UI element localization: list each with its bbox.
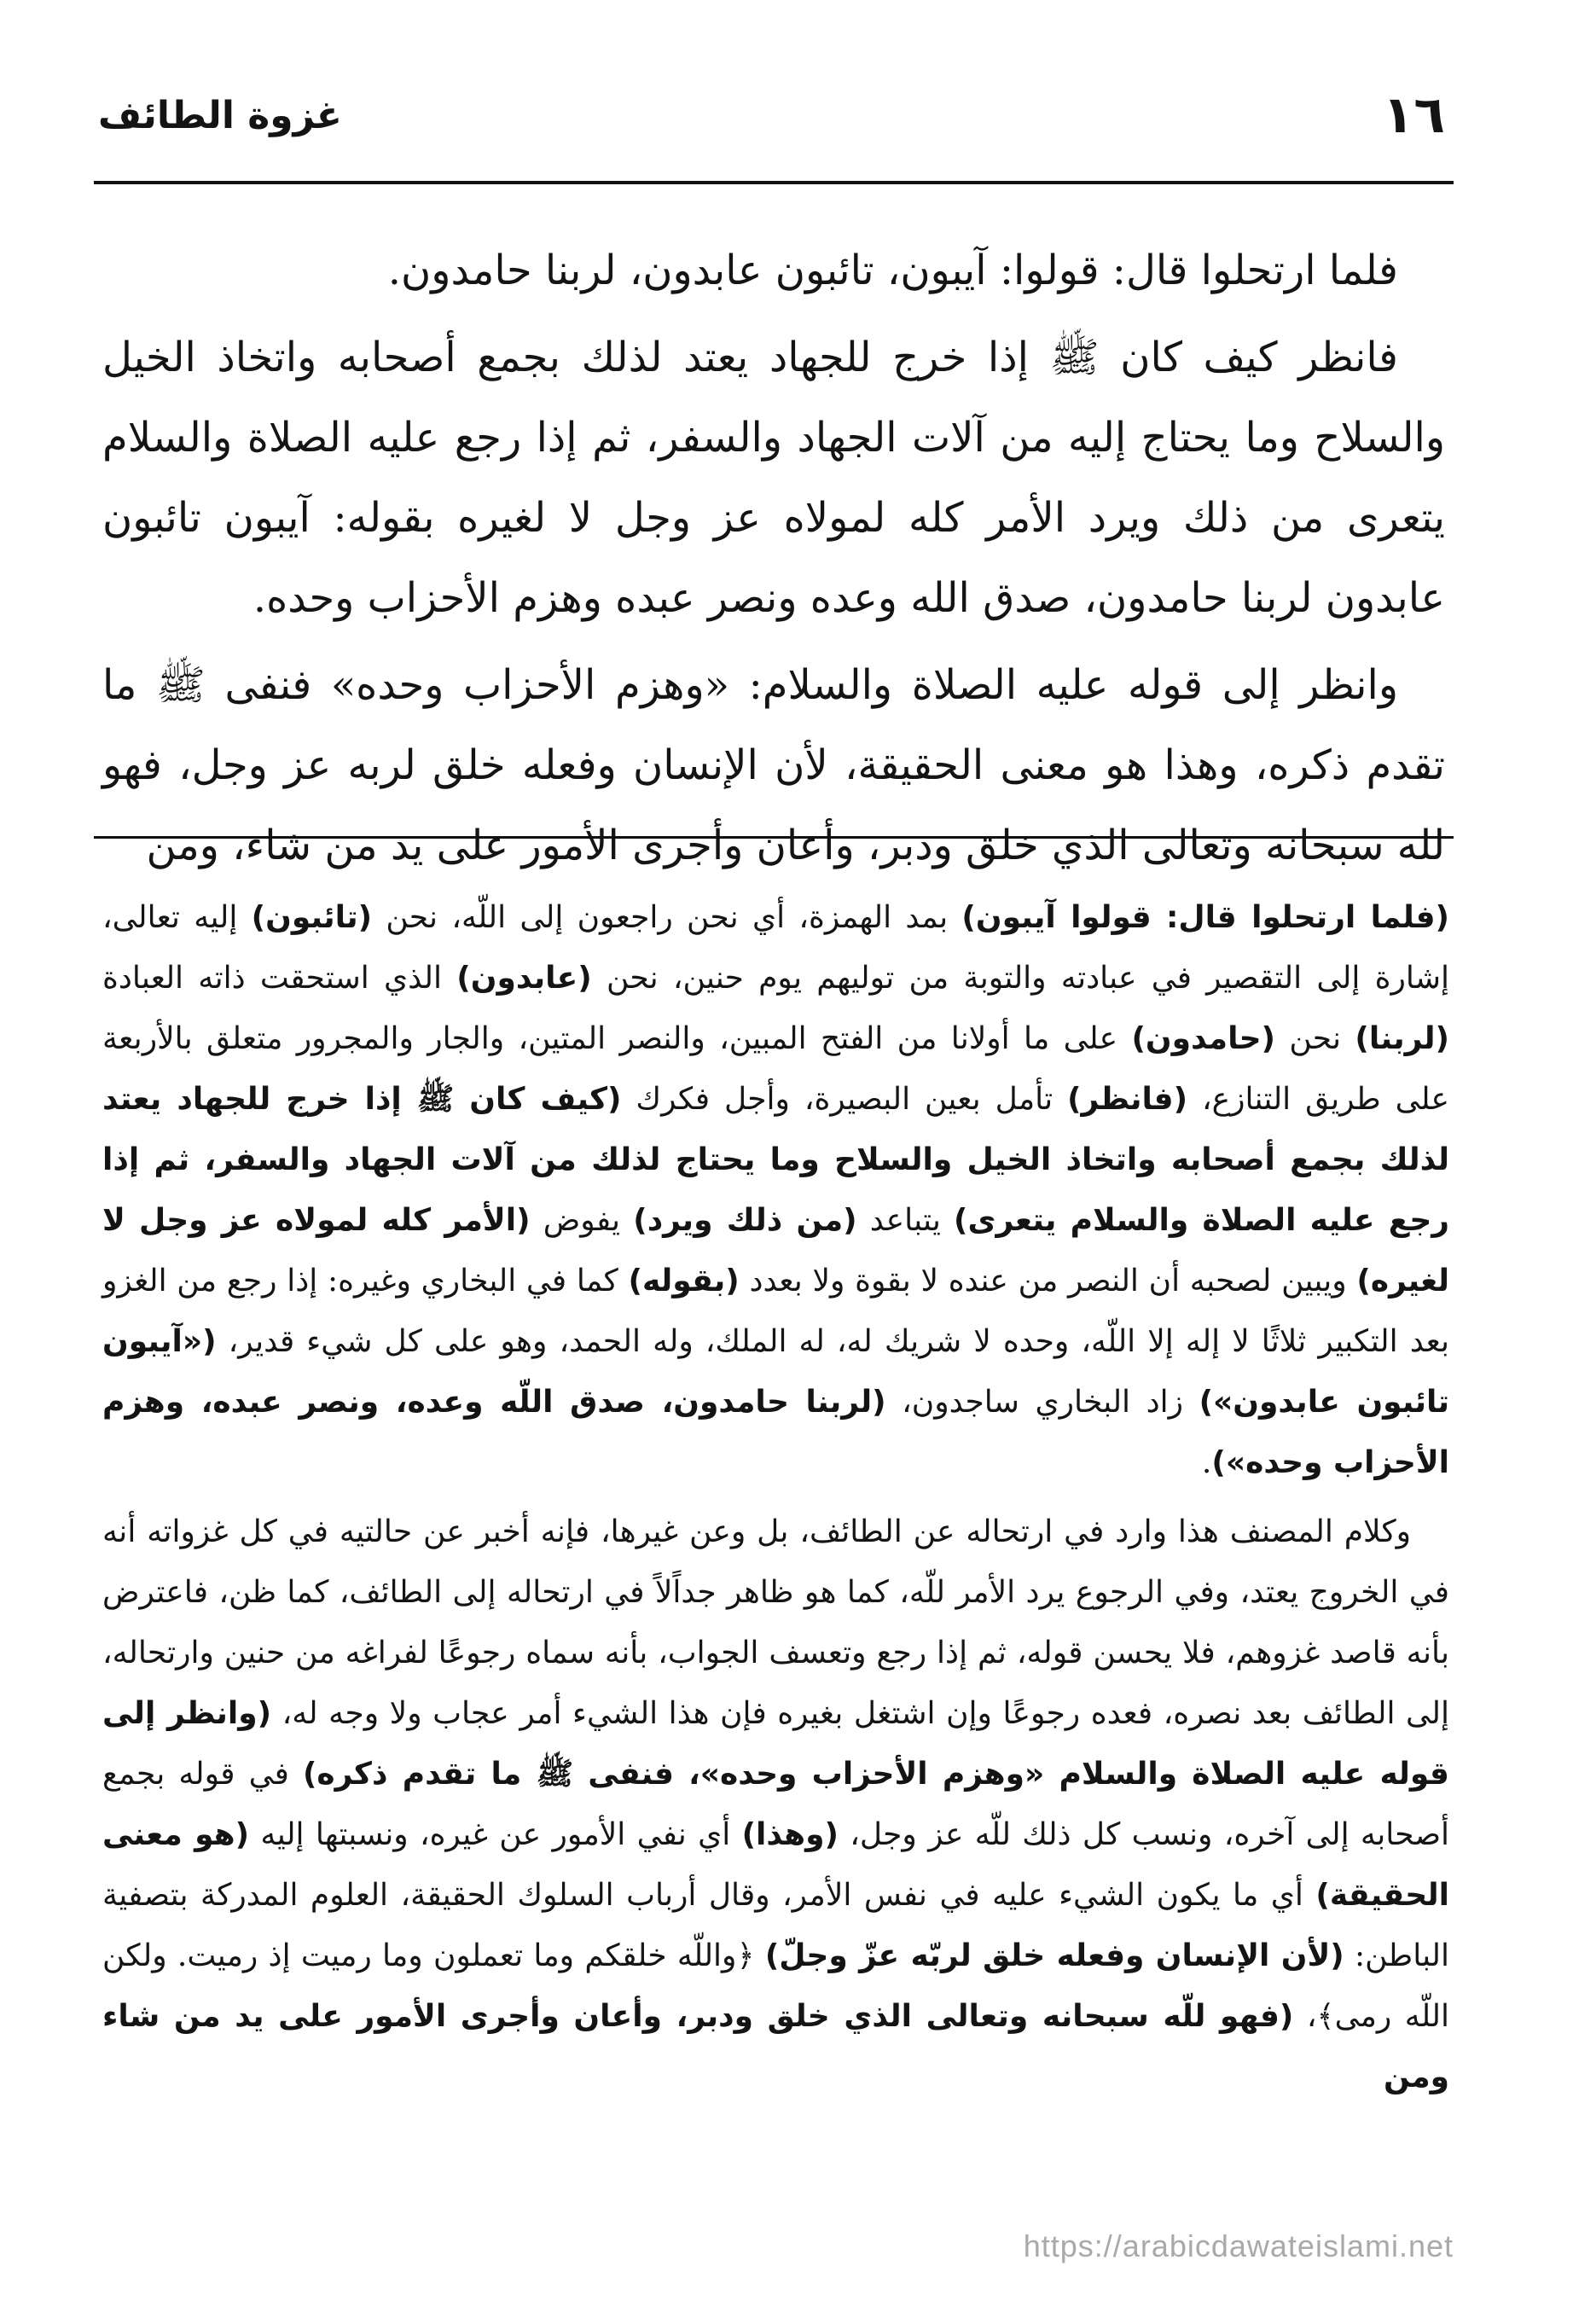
bold-quote-run: (وانظر إلى قوله عليه الصلاة والسلام «وهزم الأحزاب وحده»، فنفى ﷺ ما تقدم ذكره) [102, 1696, 1449, 1792]
text-run: الذي استحقت ذاته العبادة [102, 961, 457, 996]
main-paragraph-1: فلما ارتحلوا قال: قولوا: آيبون، تائبون عابدون، لربنا حامدون. [387, 247, 1398, 294]
bold-quote-run: (فهو للّه سبحانه وتعالى الذي خلق ودبر، وأعان وأجرى الأمور على يد من شاء ومن [102, 1999, 1449, 2095]
running-header [98, 81, 1445, 149]
commentary-paragraph-1 [102, 887, 1449, 1493]
bold-quote-run: (كيف كان ﷺ إذا خرج للجهاد يعتد لذلك بجمع أصحابه واتخاذ الخيل والسلاح وما يحتاج لذلك من آلات الجهاد والسفر، ثم إذا رجع عليه الصلاة والسلام يتعرى) [102, 1082, 1449, 1238]
text-run: وكلام المصنف هذا وارد في ارتحاله عن الطائف، بل وعن غيرها، فإنه أخبر عن حالتيه في كل غزواته أنه في الخروج يعتد، وفي الرجوع يرد الأمر للّه، كما هو ظاهر جداًلاً في ارتحاله إلى الطائف، كما ظن، فاعترض بأنه قاصد غزوهم، فلا يحسن قوله، ثم إذا رجع وتعسف الجواب، بأنه سماه رجوعًا لفراغه من حنين وارتحاله، إلى الطائف بعد نصره، فعده رجوعًا وإن اشتغل بغيره فإن هذا الشيء أمر عجاب ولا وجه له، [102, 1514, 1449, 1731]
text-run: زاد البخاري ساجدون، [885, 1385, 1199, 1420]
text-run: يفوض [530, 1203, 634, 1238]
bold-quote-run: (تائبون) [251, 900, 373, 935]
bold-quote-run: («آيبون تائبون عابدون») [102, 1324, 1449, 1420]
text-run: أي نفي الأمور عن غيره، ونسبتها إليه [249, 1817, 742, 1852]
text-run: بمد الهمزة، أي نحن راجعون إلى اللّه، نحن [372, 900, 962, 935]
bold-quote-run: (هو معنى الحقيقة) [102, 1817, 1449, 1913]
text-run: أي ما يكون الشيء عليه في نفس الأمر، وقال أرباب السلوك الحقيقة، العلوم المدركة بتصفية الباطن: [102, 1878, 1449, 1973]
text-run: نحن [1275, 1021, 1355, 1056]
header-divider [94, 181, 1454, 184]
watermark-url: https://arabicdawateislami.net [1023, 2228, 1454, 2263]
text-run: في قوله بجمع أصحابه إلى آخره، ونسب كل ذلك للّه عز وجل، [102, 1757, 1450, 1852]
bold-quote-run: (بقوله) [628, 1264, 740, 1299]
section-divider [94, 836, 1454, 839]
bold-quote-run: (لربنا) [1355, 1021, 1449, 1056]
text-run: على ما أولانا من الفتح المبين، والنصر المتين، والجار والمجرور متعلق بالأربعة على طريق التنازع، [102, 1021, 1450, 1117]
bold-quote-run: (عابدون) [456, 961, 592, 996]
page-number: ١٦ [1382, 85, 1445, 145]
main-paragraph-3: وانظر إلى قوله عليه الصلاة والسلام: «وهزم الأحزاب وحده» فنفى ﷺ ما تقدم ذكره، وهذا هو معنى الحقيقة، لأن الإنسان وفعله خلق لربه عز وجل، فهو لله سبحانه وتعالى الذي خلق ودبر، وأعان وأجرى الأمور على يد من شاء، ومن [102, 661, 1446, 869]
bold-quote-run: (لأن الإنسان وفعله خلق لربّه عزّ وجلّ) [764, 1938, 1344, 1973]
bold-quote-run: (من ذلك ويرد) [633, 1203, 857, 1238]
text-run: ويبين لصحبه أن النصر من عنده لا بقوة ولا بعدد [739, 1264, 1357, 1299]
text-run: . [1201, 1445, 1212, 1480]
commentary-paragraph-2 [102, 1502, 1449, 2107]
bold-quote-run: (فانظر) [1067, 1082, 1188, 1117]
text-run: إليه تعالى، إشارة إلى التقصير في عبادته والتوبة من توليهم يوم حنين، نحن [102, 900, 1449, 996]
bold-quote-run: (الأمر كله لمولاه عز وجل لا لغيره) [102, 1203, 1449, 1299]
bold-quote-run: (لربنا حامدون، صدق اللّه وعده، ونصر عبده، وهزم الأحزاب وحده») [102, 1385, 1449, 1480]
book-title: غزوة الطائف [98, 93, 342, 137]
commentary [102, 887, 1449, 2116]
text-run: ﴿واللّه خلقكم وما تعملون وما رميت إذ رميت. ولكن اللّه رمى﴾، [102, 1938, 1449, 2034]
bold-quote-run: (وهذا) [741, 1817, 839, 1852]
main-paragraph-2: فانظر كيف كان ﷺ إذا خرج للجهاد يعتد لذلك بجمع أصحابه واتخاذ الخيل والسلاح وما يحتاج إليه من آلات الجهاد والسفر، ثم إذا رجع عليه الصلاة والسلام يتعرى من ذلك ويرد الأمر كله لمولاه عز وجل لا لغيره بقوله: آيبون تائبون عابدون لربنا حامدون، صدق الله وعده ونصر عبده وهزم الأحزاب وحده. [102, 334, 1445, 622]
main-text [102, 230, 1445, 892]
text-run: يتباعد [856, 1203, 955, 1238]
bold-quote-run: (حامدون) [1131, 1021, 1275, 1056]
bold-quote-run: (فلما ارتحلوا قال: قولوا آيبون) [961, 900, 1450, 935]
text-run: كما في البخاري وغيره: إذا رجع من الغزو بعد التكبير ثلاثًا لا إله إلا اللّه، وحده لا شريك له، له الملك، وله الحمد، وهو على كل شيء قدير، [102, 1264, 1449, 1359]
text-run: تأمل بعين البصيرة، وأجل فكرك [621, 1082, 1068, 1117]
